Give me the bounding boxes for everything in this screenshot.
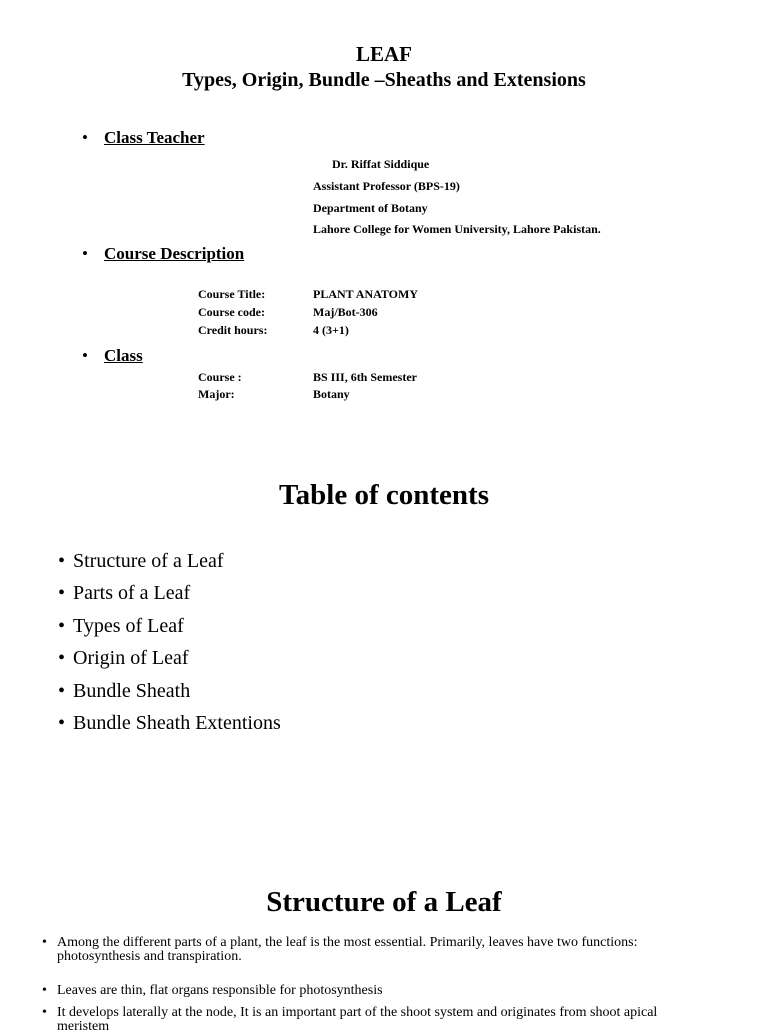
class-teacher-heading: • Class Teacher	[82, 128, 205, 147]
course-code-label: Course code:	[198, 305, 265, 319]
credit-hours-value: 4 (3+1)	[313, 323, 349, 337]
class-major-label: Major:	[198, 387, 235, 401]
teacher-designation: Assistant Professor (BPS-19)	[313, 179, 460, 193]
teacher-department: Department of Botany	[313, 201, 428, 215]
course-code-value: Maj/Bot-306	[313, 305, 378, 319]
bullet-icon: •	[42, 1005, 47, 1020]
course-description-heading: • Course Description	[82, 244, 245, 263]
slide1-subtitle: Types, Origin, Bundle –Sheaths and Extensions	[182, 69, 586, 91]
toc-item: • Types of Leaf	[58, 615, 184, 637]
class-course-label: Course :	[198, 370, 242, 384]
toc-item: • Bundle Sheath	[58, 680, 191, 702]
slide1-title: LEAF	[355, 42, 412, 66]
toc-item: • Bundle Sheath Extentions	[58, 712, 281, 734]
class-course-value: BS III, 6th Semester	[313, 370, 417, 384]
class-major-value: Botany	[313, 387, 350, 401]
credit-hours-label: Credit hours:	[198, 323, 268, 337]
structure-title: Structure of a Leaf	[266, 886, 502, 918]
bullet-icon: •	[58, 582, 66, 604]
bullet-icon: •	[42, 935, 47, 950]
toc-item: • Parts of a Leaf	[58, 582, 191, 604]
toc-item: • Origin of Leaf	[58, 647, 189, 669]
toc-title: Table of contents	[279, 479, 489, 511]
teacher-institution: Lahore College for Women University, Lahore Pakistan.	[313, 222, 601, 236]
bullet-icon: •	[58, 615, 66, 637]
course-title-value: PLANT ANATOMY	[313, 287, 419, 301]
course-title-label: Course Title:	[198, 287, 266, 301]
bullet-icon: •	[58, 680, 66, 702]
teacher-name: Dr. Riffat Siddique	[332, 157, 430, 171]
bullet-icon: •	[58, 712, 66, 734]
structure-point: • Among the different parts of a plant, the leaf is the most essential. Primarily, leaves have two functions: photosynthesis and transpiration.	[42, 935, 638, 964]
structure-point: • Leaves are thin, flat organs responsible for photosynthesis	[42, 983, 383, 998]
bullet-icon: •	[82, 346, 88, 365]
bullet-icon: •	[82, 128, 88, 147]
toc-item: • Structure of a Leaf	[58, 550, 224, 572]
bullet-icon: •	[58, 647, 66, 669]
class-heading: • Class	[82, 346, 143, 365]
bullet-icon: •	[42, 983, 47, 998]
bullet-icon: •	[82, 244, 88, 263]
structure-point: • It develops laterally at the node, It is an important part of the shoot system and originates from shoot apical meristem	[42, 1005, 658, 1034]
bullet-icon: •	[58, 550, 66, 572]
